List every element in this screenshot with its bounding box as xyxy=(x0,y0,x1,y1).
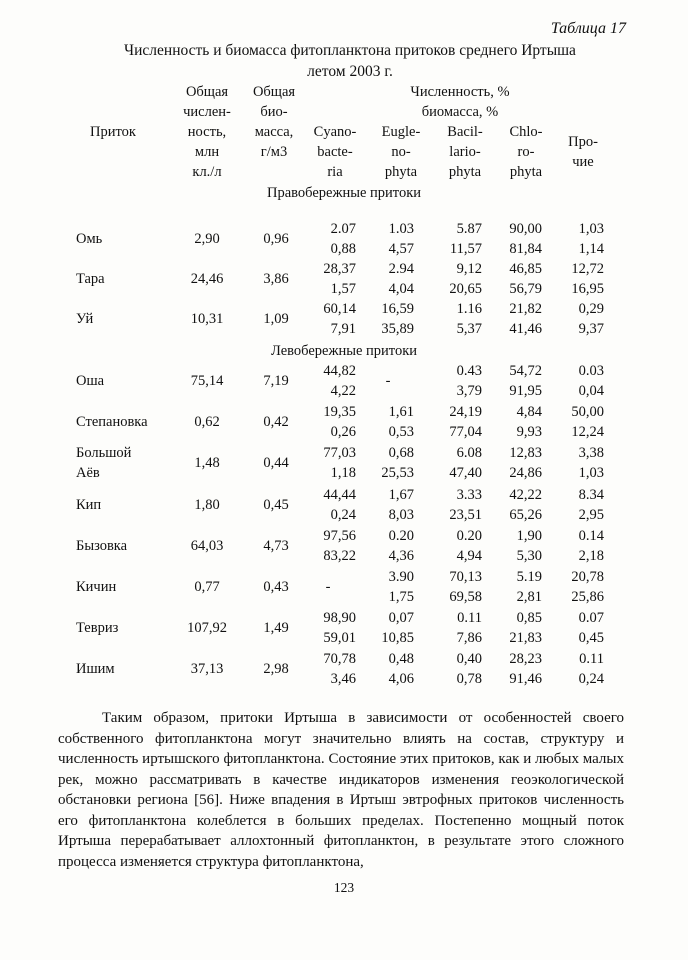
table-cell-ch-number: 5.19 xyxy=(516,569,542,585)
table-cell-cy-number: 44,44 xyxy=(323,487,356,503)
table-cell-ot-biomass: 1,03 xyxy=(578,465,604,481)
table-cell-total-number: 0,62 xyxy=(194,414,220,430)
table-cell-ch-number: 28,23 xyxy=(509,651,542,667)
table-cell-ch-number: 90,00 xyxy=(509,221,542,237)
table-cell-total-biomass: 0,45 xyxy=(263,497,289,513)
table-cell-ch-biomass: 9,93 xyxy=(516,424,542,440)
table-cell-total-biomass: 4,73 xyxy=(263,538,289,554)
table-cell-total-biomass: 2,98 xyxy=(263,661,289,677)
table-cell-ch-biomass: 81,84 xyxy=(509,241,542,257)
table-cell-cy-number: 19,35 xyxy=(323,404,356,420)
table-cell-total-biomass: 0,42 xyxy=(263,414,289,430)
table-cell-ot-biomass: 25,86 xyxy=(571,589,604,605)
table-cell-ba-biomass: 5,37 xyxy=(456,321,482,337)
table-cell-cy-number: 77,03 xyxy=(323,445,356,461)
table-cell-eu-biomass: 8,03 xyxy=(388,507,414,523)
table-title xyxy=(60,40,640,82)
table-cell-ba-number: 70,13 xyxy=(449,569,482,585)
table-cell-total-biomass: 1,49 xyxy=(263,620,289,636)
table-cell-total-number: 1,80 xyxy=(194,497,220,513)
table-cell-cy-number: 28,37 xyxy=(323,261,356,277)
table-cell-ch-biomass: 91,95 xyxy=(509,383,542,399)
header-chlorophyta: Chlo- ro- phyta xyxy=(509,124,543,180)
body-paragraph: Таким образом, притоки Иртыша в зависимости от особенностей своего собственного фитопланктона могут значительно влиять на состав, структуру и численность иртышского фитопланктона. Состояние этих притоков, как и любых малых рек, можно рассматривать в качестве индикаторов изменения геоэкологической обстановки региона [56]. Ниже впадения в Иртыш эвтрофных притоков численность его фитопланктона колеблется в больших пределах. Постепенно мощный поток Иртыша перерабатывает аллохтонный фитопланктон, в результате этого сложного процесса изменяется структура фитопланктона, xyxy=(58,710,624,870)
table-cell-total-biomass: 0,96 xyxy=(263,231,289,247)
table-cell-cy-number: 60,14 xyxy=(323,301,356,317)
table-cell-total-biomass: 0,44 xyxy=(263,455,289,471)
header-other: Про- чие xyxy=(568,134,598,170)
table-cell-cy-biomass: 0,26 xyxy=(330,424,356,440)
table-cell-cy-biomass: 7,91 xyxy=(330,321,356,337)
table-cell-ot-biomass: 0,45 xyxy=(578,630,604,646)
table-title-line1: Численность и биомасса фитопланктона притоков среднего Иртыша xyxy=(124,42,576,59)
table-cell-ot-number: 50,00 xyxy=(571,404,604,420)
table-cell-ot-number: 12,72 xyxy=(571,261,604,277)
table-cell-ot-biomass: 0,24 xyxy=(578,671,604,687)
table-cell-cy-biomass: 1,57 xyxy=(330,281,356,297)
table-cell-ch-biomass: 2,81 xyxy=(516,589,542,605)
table-cell-ot-biomass: 0,04 xyxy=(578,383,604,399)
table-cell-eu-number: 0,48 xyxy=(388,651,414,667)
table-cell-cy-biomass: 0,88 xyxy=(330,241,356,257)
table-cell-ot-number: 0.03 xyxy=(578,363,604,379)
table-cell-total-biomass: 3,86 xyxy=(263,271,289,287)
table-cell-total-biomass: 1,09 xyxy=(263,311,289,327)
table-cell-ba-biomass: 11,57 xyxy=(449,241,482,257)
table-cell-cy-biomass: 0,24 xyxy=(330,507,356,523)
table-cell-eu-biomass: 4,04 xyxy=(388,281,414,297)
table-cell-ba-biomass: 4,94 xyxy=(456,548,482,564)
table-cell-ba-biomass: 3,79 xyxy=(456,383,482,399)
table-cell-river: Тара xyxy=(76,271,105,287)
table-cell-eu-number: 1.03 xyxy=(388,221,414,237)
table-cell-ot-number: 20,78 xyxy=(571,569,604,585)
header-river: Приток xyxy=(90,124,136,140)
table-cell-total-number: 1,48 xyxy=(194,455,220,471)
table-cell-total-number: 10,31 xyxy=(190,311,224,327)
table-cell-total-biomass: 0,43 xyxy=(263,579,289,595)
table-cell-eu-number: 0,68 xyxy=(388,445,414,461)
table-cell-ch-biomass: 21,83 xyxy=(509,630,542,646)
table-cell-total-number: 64,03 xyxy=(190,538,224,554)
table-cell-ba-biomass: 23,51 xyxy=(449,507,482,523)
table-cell-ot-biomass: 12,24 xyxy=(571,424,604,440)
table-cell-river: Степановка xyxy=(76,414,148,430)
table-cell-eu-biomass: 25,53 xyxy=(381,465,414,481)
table-cell-ba-biomass: 7,86 xyxy=(456,630,482,646)
table-cell-cy-number: 98,90 xyxy=(323,610,356,626)
table-cell-total-number: 0,77 xyxy=(194,579,220,595)
table-cell-ch-number: 42,22 xyxy=(509,487,542,503)
table-cell-ch-biomass: 91,46 xyxy=(509,671,542,687)
table-cell-ch-number: 21,82 xyxy=(509,301,542,317)
header-cyanobacteria: Cyano- bacte- ria xyxy=(313,124,357,180)
table-cell-river: Омь xyxy=(76,231,103,247)
table-cell-eu-biomass: 1,75 xyxy=(388,589,414,605)
header-euglenophyta: Eugle- no- phyta xyxy=(381,124,421,180)
table-cell-eu-value: - xyxy=(385,373,391,389)
table-cell-river: Кип xyxy=(76,497,102,513)
header-bacillariophyta: Bacil- lario- phyta xyxy=(447,124,483,180)
table-cell-ba-biomass: 69,58 xyxy=(449,589,482,605)
table-cell-ch-biomass: 65,26 xyxy=(509,507,542,523)
table-cell-river-line2: Аёв xyxy=(76,465,100,481)
table-cell-cy-biomass: 1,18 xyxy=(330,465,356,481)
table-cell-ch-number: 46,85 xyxy=(509,261,542,277)
table-cell-ot-biomass: 1,14 xyxy=(578,241,604,257)
table-cell-ba-biomass: 47,40 xyxy=(449,465,482,481)
table-cell-ch-biomass: 24,86 xyxy=(509,465,542,481)
table-cell-cy-value: - xyxy=(325,579,331,595)
page-number: 123 xyxy=(333,880,355,895)
table-cell-ch-biomass: 5,30 xyxy=(516,548,542,564)
table-cell-ba-biomass: 77,04 xyxy=(449,424,482,440)
table-cell-ot-number: 1,03 xyxy=(578,221,604,237)
table-cell-eu-number: 1,67 xyxy=(388,487,414,503)
table-cell-total-number: 75,14 xyxy=(190,373,224,389)
table-cell-cy-biomass: 83,22 xyxy=(323,548,356,564)
table-cell-ba-number: 0,40 xyxy=(456,651,482,667)
table-cell-ot-number: 0.07 xyxy=(578,610,604,626)
table-cell-cy-biomass: 59,01 xyxy=(323,630,356,646)
section-right-bank: Правобережные притоки xyxy=(266,185,421,201)
table-cell-ba-biomass: 20,65 xyxy=(449,281,482,297)
table-cell-eu-number: 1,61 xyxy=(388,404,414,420)
table-cell-eu-number: 2.94 xyxy=(388,261,414,277)
header-percent-group: Численность, % биомасса, % xyxy=(410,84,510,120)
table-cell-river: Ишим xyxy=(76,661,115,677)
table-cell-ot-biomass: 2,18 xyxy=(578,548,604,564)
table-cell-ot-biomass: 2,95 xyxy=(578,507,604,523)
table-cell-eu-number: 0.20 xyxy=(388,528,414,544)
table-cell-eu-biomass: 4,36 xyxy=(388,548,414,564)
table-cell-ba-number: 0.20 xyxy=(456,528,482,544)
table-cell-cy-number: 2.07 xyxy=(330,221,356,237)
table-cell-ba-number: 0.43 xyxy=(456,363,482,379)
table-cell-ch-number: 54,72 xyxy=(509,363,542,379)
table-cell-total-number: 37,13 xyxy=(190,661,224,677)
table-cell-cy-number: 97,56 xyxy=(323,528,356,544)
table-cell-eu-biomass: 4,06 xyxy=(388,671,414,687)
table-cell-cy-number: 70,78 xyxy=(323,651,356,667)
table-cell-eu-biomass: 4,57 xyxy=(388,241,414,257)
table-cell-ch-number: 1,90 xyxy=(516,528,542,544)
table-cell-ot-number: 3,38 xyxy=(578,445,604,461)
table-cell-river: Большой xyxy=(76,445,132,461)
header-total-biomass: Общая био- масса, г/м3 xyxy=(252,84,296,160)
table-cell-total-number: 24,46 xyxy=(190,271,224,287)
table-cell-ba-number: 6.08 xyxy=(456,445,482,461)
table-number: Таблица 17 xyxy=(550,20,626,37)
table-cell-ch-number: 0,85 xyxy=(516,610,542,626)
table-cell-ot-biomass: 16,95 xyxy=(571,281,604,297)
table-cell-eu-biomass: 35,89 xyxy=(381,321,414,337)
table-cell-ot-number: 8.34 xyxy=(578,487,604,503)
table-cell-eu-biomass: 0,53 xyxy=(388,424,414,440)
table-cell-cy-biomass: 4,22 xyxy=(330,383,356,399)
table-cell-ch-biomass: 41,46 xyxy=(509,321,542,337)
table-cell-ch-number: 12,83 xyxy=(509,445,542,461)
table-cell-ch-number: 4,84 xyxy=(516,404,542,420)
table-cell-cy-number: 44,82 xyxy=(323,363,356,379)
table-cell-river: Тевриз xyxy=(76,620,119,636)
table-cell-eu-number: 0,07 xyxy=(388,610,414,626)
section-left-bank: Левобережные притоки xyxy=(270,343,418,359)
table-cell-river: Уй xyxy=(76,311,94,327)
table-cell-total-number: 107,92 xyxy=(187,620,227,636)
table-cell-eu-number: 3.90 xyxy=(388,569,414,585)
table-cell-ba-number: 24,19 xyxy=(449,404,482,420)
table-cell-ba-number: 1.16 xyxy=(456,301,482,317)
table-cell-ot-biomass: 9,37 xyxy=(578,321,604,337)
table-cell-total-number: 2,90 xyxy=(194,231,220,247)
table-cell-ba-biomass: 0,78 xyxy=(456,671,482,687)
table-cell-ot-number: 0,29 xyxy=(578,301,604,317)
table-cell-ot-number: 0.14 xyxy=(578,528,604,544)
table-cell-ba-number: 3.33 xyxy=(456,487,482,503)
table-cell-total-biomass: 7,19 xyxy=(263,373,289,389)
table-cell-ba-number: 0.11 xyxy=(457,610,482,626)
table-cell-eu-number: 16,59 xyxy=(381,301,414,317)
table-cell-cy-biomass: 3,46 xyxy=(330,671,356,687)
table-cell-ch-biomass: 56,79 xyxy=(509,281,542,297)
table-cell-eu-biomass: 10,85 xyxy=(381,630,414,646)
table-cell-river: Оша xyxy=(76,373,105,389)
table-title-line2: летом 2003 г. xyxy=(307,63,393,80)
table-cell-river: Бызовка xyxy=(76,538,128,554)
table-cell-ba-number: 5.87 xyxy=(456,221,482,237)
table-cell-ot-number: 0.11 xyxy=(579,651,604,667)
header-total-number: Общая числен- ность, млн кл./л xyxy=(183,84,231,180)
table-cell-ba-number: 9,12 xyxy=(456,261,482,277)
table-cell-river: Кичин xyxy=(76,579,117,595)
